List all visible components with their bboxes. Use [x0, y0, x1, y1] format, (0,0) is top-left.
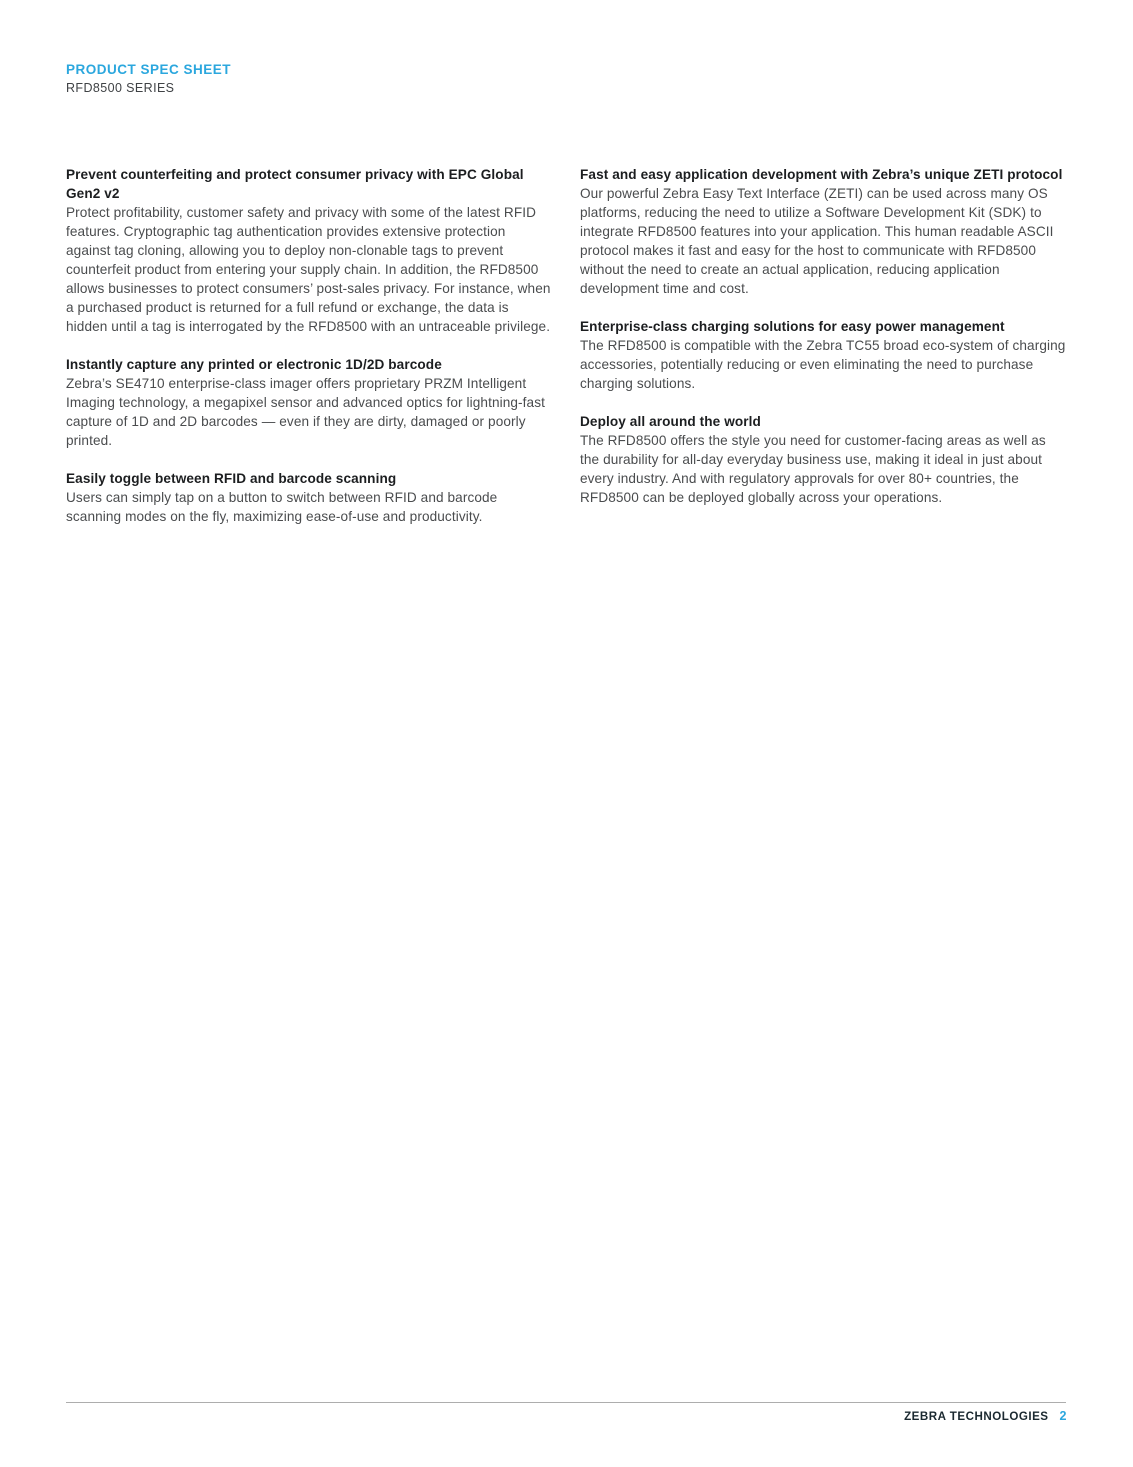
section-heading: Instantly capture any printed or electronic 1D/2D barcode [66, 357, 442, 372]
feature-section [66, 469, 552, 526]
section-heading: Prevent counterfeiting and protect consumer privacy with EPC Global Gen2 v2 [66, 167, 524, 201]
feature-section [66, 355, 552, 450]
page-footer [904, 1409, 1067, 1424]
left-column [66, 165, 552, 545]
doc-type-label: PRODUCT SPEC SHEET [66, 62, 232, 77]
section-body: Users can simply tap on a button to switch between RFID and barcode scanning modes on the fly, maximizing ease-of-use and productivity. [66, 490, 498, 524]
product-series-label: RFD8500 SERIES [66, 81, 175, 95]
page-number: 2 [1059, 1409, 1067, 1423]
page-header [66, 62, 231, 96]
section-body: The RFD8500 offers the style you need for customer-facing areas as well as the durability for all-day everyday business use, making it ideal in just about every industry. And with regulatory approvals for over 80+ countries, the RFD8500 can be deployed globally across your operations. [580, 433, 1046, 505]
feature-section [580, 317, 1066, 393]
right-column [580, 165, 1066, 545]
footer-divider [66, 1402, 1066, 1403]
section-body: Zebra’s SE4710 enterprise-class imager offers proprietary PRZM Intelligent Imaging technology, a megapixel sensor and advanced optics for lightning-fast capture of 1D and 2D barcodes — even if they are dirty, damaged or poorly printed. [66, 376, 545, 448]
company-name: ZEBRA TECHNOLOGIES [904, 1410, 1049, 1423]
section-body: Our powerful Zebra Easy Text Interface (ZETI) can be used across many OS platforms, reducing the need to utilize a Software Development Kit (SDK) to integrate RFD8500 features into your application. This human readable ASCII protocol makes it fast and easy for the host to communicate with RFD8500 without the need to create an actual application, reducing application development time and cost. [580, 186, 1054, 296]
section-heading: Deploy all around the world [580, 414, 761, 429]
feature-section [66, 165, 552, 336]
section-heading: Enterprise-class charging solutions for easy power management [580, 319, 1005, 334]
feature-section [580, 165, 1066, 298]
section-body: Protect profitability, customer safety and privacy with some of the latest RFID features. Cryptographic tag authentication provides extensive protection against tag cloning, allowing you to deploy non-clonable tags to prevent counterfeit product from entering your supply chain. In addition, the RFD8500 allows businesses to protect consumers’ post-sales privacy. For instance, when a purchased product is returned for a full refund or exchange, the data is hidden until a tag is interrogated by the RFD8500 with an untraceable privilege. [66, 205, 551, 334]
section-heading: Easily toggle between RFID and barcode scanning [66, 471, 397, 486]
body-content [66, 165, 1067, 545]
section-body: The RFD8500 is compatible with the Zebra TC55 broad eco-system of charging accessories, potentially reducing or even eliminating the need to purchase charging solutions. [580, 338, 1066, 391]
section-heading: Fast and easy application development with Zebra’s unique ZETI protocol [580, 167, 1063, 182]
feature-section [580, 412, 1066, 507]
